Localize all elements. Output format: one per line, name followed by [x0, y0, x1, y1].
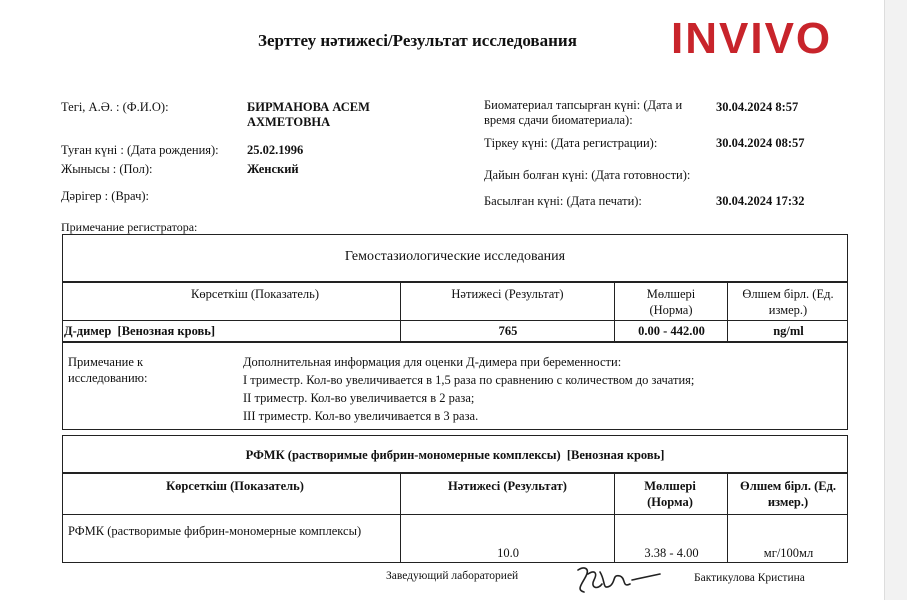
section1-col-result: Нәтижесі (Результат) — [451, 287, 564, 301]
report-title: Зерттеу нәтижесі/Результат исследования — [258, 31, 577, 50]
registrar-note-label: Примечание регистратора: — [61, 220, 198, 234]
registration-date-value: 30.04.2024 08:57 — [716, 136, 805, 150]
section2-col-norm: Мөлшері (Норма) — [644, 479, 696, 509]
section1-row-indicator: Д-димер [Венозная кровь] — [64, 324, 216, 338]
note-line: Дополнительная информация для оценки Д-димера при беременности: — [243, 355, 622, 369]
section1-row-norm: 0.00 - 442.00 — [638, 324, 705, 338]
biomaterial-date-value: 30.04.2024 8:57 — [716, 100, 799, 114]
divider — [400, 473, 401, 563]
section1-col-indicator: Көрсеткіш (Показатель) — [191, 287, 319, 301]
section2-col-indicator: Көрсеткіш (Показатель) — [166, 479, 304, 493]
divider — [614, 473, 615, 563]
section2-col-unit: Өлшем бірл. (Ед. измер.) — [739, 479, 837, 509]
sex-label: Жынысы : (Пол): — [61, 162, 153, 176]
sex-value: Женский — [247, 162, 299, 176]
section1-col-norm: Мөлшері (Норма) — [646, 287, 696, 317]
section2-row-norm: 3.38 - 4.00 — [644, 546, 699, 560]
lab-head-label: Заведующий лабораторией — [386, 570, 519, 582]
section2-row-unit: мг/100мл — [763, 546, 814, 560]
note-line: III триместр. Кол-во увеличивается в 3 раза. — [243, 409, 479, 423]
divider — [62, 320, 848, 321]
print-date-value: 30.04.2024 17:32 — [716, 194, 805, 208]
biomaterial-date-label: Биоматериал тапсырған күні: (Дата и время сдачи биоматериала): — [484, 98, 683, 127]
page-edge — [884, 0, 907, 600]
section1-col-unit: Өлшем бірл. (Ед. измер.) — [742, 287, 834, 317]
section1-note-label: Примечание к исследованию: — [68, 355, 148, 385]
invivo-logo: INVIVO — [671, 14, 833, 63]
section1-row-unit: ng/ml — [773, 324, 804, 338]
divider — [400, 282, 401, 342]
doctor-label: Дәрігер : (Врач): — [61, 189, 150, 203]
section2-col-result: Нәтижесі (Результат) — [448, 479, 567, 493]
section2-row-result: 10.0 — [497, 546, 519, 560]
divider — [614, 282, 615, 342]
divider — [727, 282, 728, 342]
name-label: Тегі, А.Ә. : (Ф.И.О): — [61, 100, 169, 114]
section2-row-indicator: РФМК (растворимые фибрин-мономерные комплексы) — [68, 524, 362, 538]
section1-title: Гемостазиологические исследования — [344, 249, 566, 264]
print-date-label: Басылған күні: (Дата печати): — [484, 194, 642, 208]
signature-image — [572, 562, 667, 598]
name-value: БИРМАНОВА АСЕМ АХМЕТОВНА — [247, 100, 370, 129]
note-line: I триместр. Кол-во увеличивается в 1,5 раза по сравнению с количеством до зачатия; — [243, 373, 695, 387]
dob-value: 25.02.1996 — [247, 143, 304, 157]
registration-date-label: Тіркеу күні: (Дата регистрации): — [484, 136, 658, 150]
divider — [727, 473, 728, 563]
section1-row-result: 765 — [498, 324, 518, 338]
dob-label: Туған күні : (Дата рождения): — [61, 143, 219, 157]
ready-date-label: Дайын болған күні: (Дата готовности): — [484, 168, 691, 182]
divider — [62, 514, 848, 515]
note-line: II триместр. Кол-во увеличивается в 2 раза; — [243, 391, 475, 405]
section2-title: РФМК (растворимые фибрин-мономерные комплексы) [Венозная кровь] — [245, 448, 665, 462]
lab-head-name: Бактикулова Кристина — [694, 572, 805, 584]
